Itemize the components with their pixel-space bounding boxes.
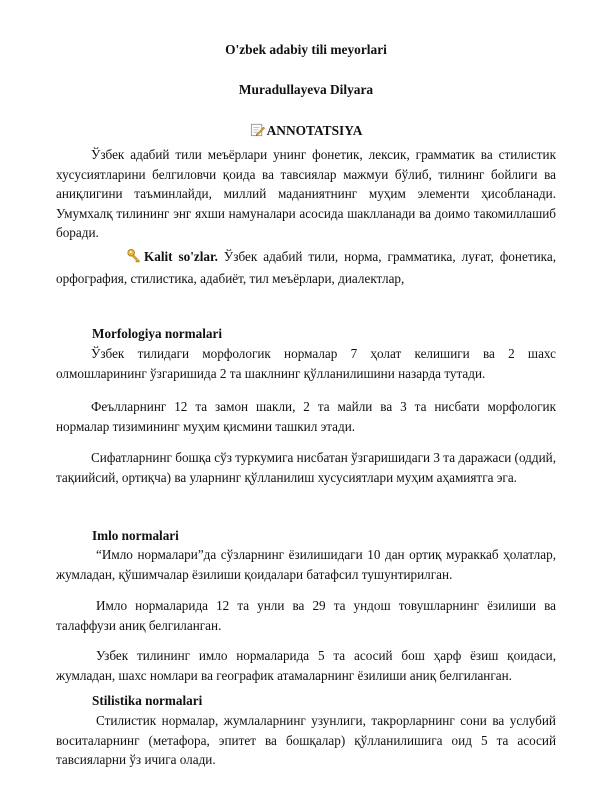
annotation-text: Ўзбек адабий тили меъёрлари унинг фонетик, лексик, грамматик ва стилистик хусусиятларини белгиловчи қоида ва тавсиялар мажмуи бўлиб, тилнинг бойлиги ва аниқлигини таъминлайди, миллий маданиятнинг муҳим элементи ҳисобланади. Умумхалқ тилининг энг яхши намуналари асосида шаклланади ва доимо такомиллашиб боради. — [56, 147, 556, 240]
memo-pencil-icon — [250, 122, 265, 143]
morphology-paragraph-2: Феълларнинг 12 та замон шакли, 2 та майли ва 3 та нисбати морфологик нормалар тизимининг муҳим қисмини ташкил этади. — [56, 399, 556, 434]
spelling-paragraph-1: “Имло нормалари”да сўзларнинг ёзилишидаги 10 дан ортиқ мураккаб ҳолатлар, жумладан, қўшимчалар ёзилиши қоидалари батафсил тушунтирилган. — [56, 547, 556, 582]
keywords-paragraph — [56, 247, 556, 288]
keywords-label: Kalit so'zlar. — [144, 249, 218, 264]
stylistics-heading: Stilistika normalari — [92, 693, 203, 708]
spelling-paragraph-3: Узбек тилининг имло нормаларида 5 та асосий бош ҳарф ёзиш қоидаси, жумладан, шахс номлари ва географик атамаларнинг ёзилиши аниқ белгиланган. — [56, 648, 556, 683]
morphology-heading: Morfologiya normalari — [92, 326, 223, 341]
spelling-heading: Imlo normalari — [92, 528, 179, 543]
morphology-paragraph-1: Ўзбек тилидаги морфологик нормалар 7 ҳолат келишиги ва 2 шахс олмошларининг ўзгаришида 2 та шаклнинг қўлланилишини назарда тутади. — [56, 346, 556, 381]
stylistics-paragraph-1: Стилистик нормалар, жумлаларнинг узунлиги, такрорларнинг сони ва услубий воситаларнинг (метафора, эпитет ва бошқалар) қўлланилишига оид 5 та асосий тавсияларни ўз ичига олади. — [56, 713, 556, 767]
morphology-paragraph-3: Сифатларнинг бошқа сўз туркумига нисбатан ўзгаришидаги 3 та даражаси (оддий, тақиийсий, ортиқча) ва уларнинг қўлланилиш хусусиятлари муҳим аҳамиятга эга. — [56, 450, 556, 485]
spelling-paragraph-2: Имло нормаларида 12 та унли ва 29 та ундош товушларнинг ёзилиши ва талаффузи аниқ белгиланган. — [56, 598, 556, 633]
keywords-text: Ўзбек адабий тили, норма, грамматика, луғат, фонетика, орфография, стилистика, адабиёт, тил меъёрлари, диалектлар, — [56, 249, 556, 286]
annotation-heading: ANNOTATSIYA — [266, 123, 363, 138]
annotation-heading-row — [0, 121, 612, 143]
document-title: O'zbek adabiy tili meyorlari — [225, 42, 387, 57]
author-name: Muradullayeva Dilyara — [238, 82, 374, 97]
key-icon — [91, 248, 142, 269]
